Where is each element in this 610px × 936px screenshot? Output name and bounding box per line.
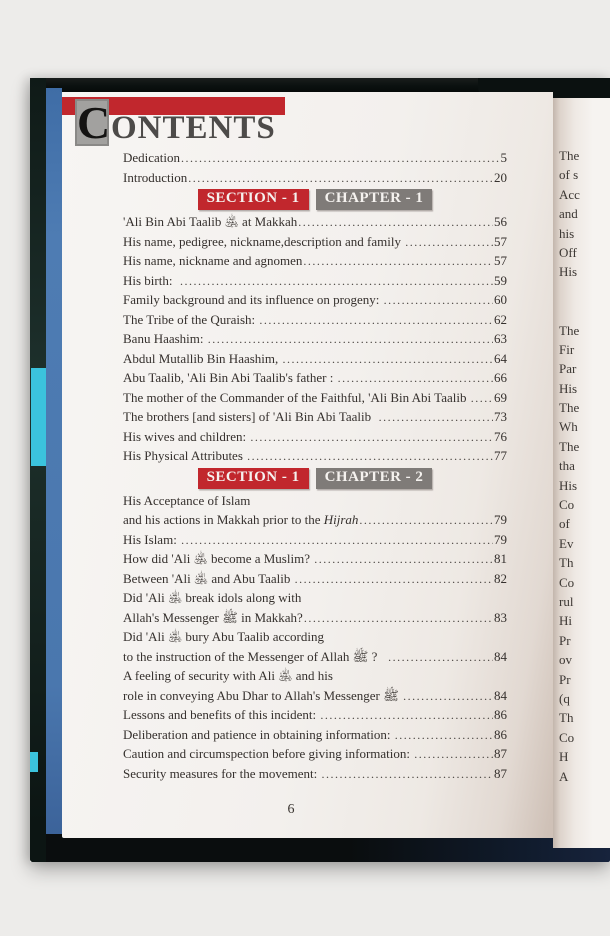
toc-entry-page: 66 bbox=[494, 370, 507, 385]
toc-entry-page: 57 bbox=[494, 233, 507, 249]
toc-entry bbox=[123, 407, 507, 427]
dot-leader bbox=[313, 549, 493, 569]
toc-entry bbox=[123, 725, 507, 745]
right-page-text-line: His bbox=[559, 264, 578, 280]
right-page-text-line: Th bbox=[559, 710, 574, 726]
toc-entry-title-italic: Hijrah bbox=[323, 512, 359, 527]
dot-leader bbox=[179, 271, 493, 291]
toc-entry-title: His Islam: bbox=[123, 531, 181, 547]
toc-entry-title: Did 'Ali ﵁ bury Abu Taalib according bbox=[123, 629, 324, 644]
right-page-text-line: Fir bbox=[559, 341, 575, 357]
toc-entry-title: A feeling of security with Ali ﵁ and his bbox=[123, 668, 333, 683]
dot-leader bbox=[402, 686, 493, 706]
book bbox=[30, 78, 610, 862]
right-page-text-line: Off bbox=[559, 244, 577, 260]
section-badge: SECTION - 1 bbox=[198, 189, 309, 210]
toc-entry-page: 87 bbox=[494, 746, 507, 761]
toc-entry bbox=[123, 290, 507, 310]
dot-leader bbox=[358, 510, 493, 530]
toc-entry-title: The mother of the Commander of the Faithful, 'Ali Bin Abi Taalib bbox=[123, 389, 470, 405]
toc-entry-page: 79 bbox=[494, 531, 507, 547]
toc-entry-title: His name, nickname and agnomen bbox=[123, 253, 303, 268]
right-page-text-line: The bbox=[559, 148, 580, 163]
endpaper-blue-strip bbox=[46, 88, 62, 834]
toc-entry bbox=[123, 168, 507, 188]
dot-leader bbox=[394, 725, 493, 745]
right-page-text-line: Co bbox=[559, 729, 575, 745]
toc-entry-page: 64 bbox=[494, 350, 507, 366]
dot-leader bbox=[294, 569, 493, 589]
toc-entry-title: Lessons and benefits of this incident: bbox=[123, 707, 320, 722]
dot-leader bbox=[282, 349, 493, 369]
right-page-text-line: His bbox=[559, 477, 578, 493]
right-page-text-line: Ev bbox=[559, 535, 574, 551]
right-page-text-line: The bbox=[559, 400, 580, 416]
toc-entry-title: and his actions in Makkah prior to the Hijrah bbox=[123, 512, 359, 527]
toc-entry-page: 79 bbox=[494, 512, 507, 527]
toc-entry bbox=[123, 212, 507, 232]
right-page-text-line: H bbox=[559, 749, 569, 765]
dot-leader bbox=[470, 388, 493, 408]
right-page-text-line: His bbox=[559, 380, 578, 396]
section-chapter-heading bbox=[123, 466, 507, 491]
toc-entry-title: Banu Haashim: bbox=[123, 331, 207, 346]
toc-entry-title: Caution and circumspection before giving information: bbox=[123, 746, 414, 761]
toc-entry bbox=[123, 349, 507, 369]
right-page-text bbox=[553, 98, 610, 786]
toc-entry-title: Did 'Ali ﵁ break idols along with bbox=[123, 590, 302, 605]
right-page-text-line: Wh bbox=[559, 419, 578, 435]
dot-leader bbox=[413, 744, 493, 764]
dot-leader bbox=[180, 530, 493, 550]
right-page-text-line: Par bbox=[559, 361, 577, 377]
dot-leader bbox=[337, 368, 493, 388]
left-page bbox=[62, 92, 553, 838]
chapter-badge: CHAPTER - 2 bbox=[316, 468, 433, 489]
toc-entry bbox=[123, 329, 507, 349]
toc-entry-page: 87 bbox=[494, 765, 507, 781]
right-page-text-line: Pr bbox=[559, 671, 571, 687]
toc-entry-title: Abu Taalib, 'Ali Bin Abi Taalib's father : bbox=[123, 370, 337, 385]
right-page-text-line: The bbox=[559, 438, 580, 454]
toc-entry bbox=[123, 232, 507, 252]
toc-entry-title: How did 'Ali ﵁ become a Muslim? bbox=[123, 551, 314, 566]
dot-leader bbox=[319, 705, 493, 725]
toc-entry-title: Allah's Messenger ﷺ in Makkah? bbox=[123, 609, 303, 625]
section-chapter-heading bbox=[123, 187, 507, 212]
right-page-text-line: Th bbox=[559, 555, 574, 571]
right-page-text-line: of s bbox=[559, 167, 579, 183]
toc-entry bbox=[123, 148, 507, 168]
right-page-text-line: Co bbox=[559, 574, 575, 590]
chapter-badge: CHAPTER - 1 bbox=[316, 189, 433, 210]
cover-cyan-accent-small bbox=[30, 752, 38, 772]
toc-entry-page: 82 bbox=[494, 570, 507, 586]
toc-entry-title: His wives and children: bbox=[123, 428, 250, 444]
dot-leader bbox=[383, 290, 493, 310]
toc-entry-page: 60 bbox=[494, 292, 507, 307]
toc-entry bbox=[123, 608, 507, 628]
dot-leader bbox=[387, 647, 493, 667]
right-page-text-line: ov bbox=[559, 652, 572, 668]
toc-entry-page: 63 bbox=[494, 331, 507, 346]
toc-entry-title: His Acceptance of Islam bbox=[123, 492, 251, 508]
toc-entry-title: Abdul Mutallib Bin Haashim, bbox=[123, 350, 282, 366]
toc-entry bbox=[123, 446, 507, 466]
toc-entry-title: Dedication bbox=[123, 150, 181, 165]
toc-entry-page: 20 bbox=[494, 169, 507, 185]
toc-entry-page: 86 bbox=[494, 707, 507, 722]
cover-cyan-accent bbox=[31, 368, 46, 466]
toc-list bbox=[123, 148, 507, 783]
toc-entry bbox=[123, 549, 507, 569]
dot-leader bbox=[320, 764, 493, 784]
toc-entry-title: Introduction bbox=[123, 169, 188, 185]
toc-entry bbox=[123, 310, 507, 330]
right-page-text-line: Pr bbox=[559, 632, 571, 648]
toc-entry-title: role in conveying Abu Dhar to Allah's Messenger ﷺ bbox=[123, 687, 403, 703]
toc-entry-title: Security measures for the movement: bbox=[123, 765, 321, 781]
toc-entry-title: His name, pedigree, nickname,description and family bbox=[123, 233, 405, 249]
dot-leader bbox=[378, 407, 493, 427]
toc-entry bbox=[123, 588, 507, 608]
toc-entry-page: 56 bbox=[494, 214, 507, 229]
toc-entry bbox=[123, 388, 507, 408]
toc-entry-title: 'Ali Bin Abi Taalib ﵁ at Makkah bbox=[123, 214, 298, 229]
right-page-text-line bbox=[553, 282, 610, 301]
toc-entry-page: 84 bbox=[494, 687, 507, 703]
dot-leader bbox=[187, 168, 493, 188]
toc-entry bbox=[123, 647, 507, 667]
toc-entry-page: 86 bbox=[494, 726, 507, 742]
toc-entry-page: 81 bbox=[494, 551, 507, 566]
toc-entry-page: 59 bbox=[494, 272, 507, 288]
right-page-text-line: tha bbox=[559, 458, 575, 474]
toc-entry-page: 5 bbox=[500, 150, 507, 165]
toc-entry bbox=[123, 510, 507, 530]
toc-entry-page: 57 bbox=[494, 253, 507, 268]
toc-entry-page: 69 bbox=[494, 389, 507, 405]
toc-entry bbox=[123, 666, 507, 686]
right-page-text-line: his bbox=[559, 225, 575, 241]
right-page-text-line: A bbox=[559, 768, 569, 784]
page-title-rest: ONTENTS bbox=[111, 110, 276, 146]
right-page-text-line: of bbox=[559, 516, 570, 532]
section-badge: SECTION - 1 bbox=[198, 468, 309, 489]
dot-leader bbox=[303, 608, 493, 628]
right-page-text-line bbox=[553, 301, 610, 320]
toc-entry-page: 76 bbox=[494, 428, 507, 444]
page-number: 6 bbox=[287, 802, 295, 817]
book-cover-left-edge bbox=[30, 78, 46, 862]
right-page-text-line: Acc bbox=[559, 186, 580, 202]
right-page-text-line: rul bbox=[559, 593, 574, 609]
toc-entry-title: Deliberation and patience in obtaining information: bbox=[123, 726, 394, 742]
toc-entry-title: The Tribe of the Quraish: bbox=[123, 311, 259, 327]
dot-leader bbox=[404, 232, 493, 252]
dot-leader bbox=[297, 212, 493, 232]
dot-leader bbox=[258, 310, 493, 330]
toc-entry bbox=[123, 530, 507, 550]
dot-leader bbox=[302, 251, 493, 271]
right-page-text-line: (q bbox=[559, 690, 570, 706]
drop-cap-initial: C bbox=[77, 97, 111, 148]
toc-entry bbox=[123, 491, 507, 511]
toc-entry bbox=[123, 271, 507, 291]
right-page-text-line: The bbox=[559, 322, 580, 338]
page-title bbox=[75, 99, 276, 146]
toc-entry-page: 77 bbox=[494, 448, 507, 463]
toc-entry-title: His Physical Attributes bbox=[123, 448, 247, 463]
dot-leader bbox=[207, 329, 493, 349]
toc-entry bbox=[123, 744, 507, 764]
right-page-text-line: Co bbox=[559, 497, 575, 513]
toc-entry-page: 62 bbox=[494, 311, 507, 327]
right-page-text-line: and bbox=[559, 206, 578, 222]
toc-entry-page: 84 bbox=[494, 648, 507, 664]
toc-entry bbox=[123, 251, 507, 271]
toc-entry bbox=[123, 686, 507, 706]
toc-entry bbox=[123, 569, 507, 589]
toc-entry bbox=[123, 764, 507, 784]
toc-entry-page: 83 bbox=[494, 609, 507, 625]
dot-leader bbox=[246, 446, 493, 466]
toc-entry-page: 73 bbox=[494, 409, 507, 424]
right-page-text-line: Hi bbox=[559, 613, 572, 629]
toc-entry-title: His birth: bbox=[123, 272, 179, 288]
dot-leader bbox=[180, 148, 499, 168]
toc-entry bbox=[123, 705, 507, 725]
toc-entry-title: The brothers [and sisters] of 'Ali Bin Abi Taalib bbox=[123, 409, 378, 424]
toc-entry bbox=[123, 427, 507, 447]
toc-entry bbox=[123, 368, 507, 388]
toc-entry bbox=[123, 627, 507, 647]
right-page bbox=[553, 98, 610, 848]
toc-entry-title: to the instruction of the Messenger of Allah ﷺ ? bbox=[123, 648, 388, 664]
toc-entry-title: Between 'Ali ﵁ and Abu Taalib bbox=[123, 570, 294, 586]
toc-entry-title: Family background and its influence on progeny: bbox=[123, 292, 383, 307]
dot-leader bbox=[249, 427, 493, 447]
